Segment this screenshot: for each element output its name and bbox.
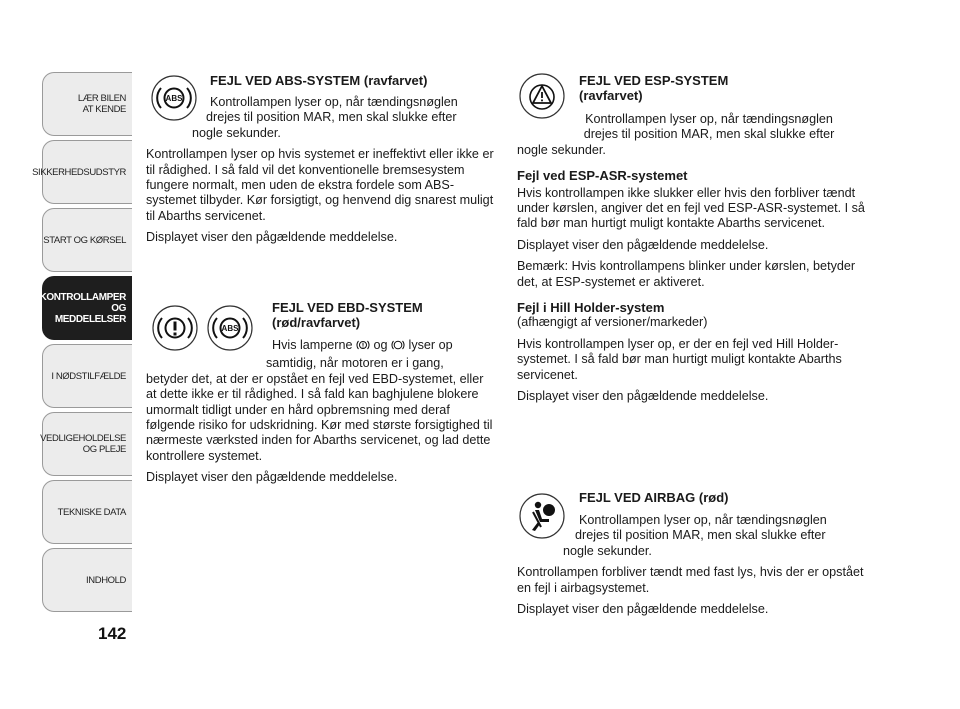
- ebd-intro-text: Hvis lamperne: [272, 338, 353, 352]
- tab-label: OG MEDDELELSER: [54, 302, 126, 325]
- tab-indhold[interactable]: [42, 548, 132, 612]
- ebd-section: [146, 300, 496, 492]
- tab-kontrollamper[interactable]: [39, 276, 132, 340]
- tab-label: INDHOLD: [86, 574, 126, 586]
- tab-label: OG PLEJE: [82, 444, 126, 455]
- ebd-intro-line: samtidig, når motoren er i gang,: [266, 356, 444, 371]
- esp-note: Bemærk: Hvis kontrollampens blinker under kørslen, betyder det, at ESP-systemet er aktiveret.: [517, 259, 856, 289]
- tab-tekniske-data[interactable]: [42, 480, 132, 544]
- tab-label: TEKNISKE DATA: [57, 506, 126, 518]
- airbag-display-note: Displayet viser den pågældende meddelelse.: [517, 602, 769, 617]
- esp-asr-body: Hvis kontrollampen ikke slukker eller hvis den forbliver tændt under kørslen, angiver det en fejl ved ESP-ASR-systemet. I så fald bør man hurtigt muligt kontakte Abarths servicenet.: [517, 185, 865, 231]
- airbag-intro-line: drejes til position MAR, men skal slukke efter: [575, 528, 826, 543]
- esp-intro: [579, 112, 867, 143]
- page-number: 142: [98, 624, 127, 643]
- ebd-heading: FEJL VED EBD-SYSTEM: [272, 300, 423, 315]
- tab-laer-bilen[interactable]: [42, 72, 132, 136]
- abs-section: [146, 73, 494, 252]
- ebd-intro-text: og: [373, 338, 388, 352]
- chapter-sidebar: [32, 72, 132, 616]
- abs-intro-line: drejes til position MAR, men skal slukke efter: [206, 110, 457, 125]
- abs-intro-line: Kontrollampen lyser op, når tændingsnøglen: [210, 95, 458, 109]
- abs-body: Kontrollampen lyser op hvis systemet er ineffektivt eller ikke er til rådighed. I så fald vil det konventionelle bremsesystem fungere normalt, men uden de ekstra fordele som ABS-systemet tilbyder. Kør forsigtigt, og henvend dig snarest muligt til Abarths servicenet.: [146, 147, 494, 223]
- tab-label: SIKKERHEDSUDSTYR: [32, 166, 126, 178]
- ebd-heading-sub: (rød/ravfarvet): [272, 315, 361, 330]
- tab-sikkerhedsudstyr[interactable]: [32, 140, 132, 204]
- ebd-intro: [272, 338, 496, 356]
- airbag-heading: FEJL VED AIRBAG (rød): [579, 490, 729, 505]
- airbag-body: Kontrollampen forbliver tændt med fast lys, hvis der er opstået en fejl i airbagsystemet.: [517, 565, 864, 595]
- ebd-body: betyder det, at der er opstået en fejl ved EBD-systemet, eller at dette ikke er til rådighed. I så fald kan baghjulene blokere umormalt tidligt under en hård opbremsning med deraf følgende risiko for udskridning. Kør med største forsigtighed til nærmeste værksted inden for Abarths servicenet, og lad dette kontrollere systemet.: [146, 371, 493, 463]
- abs-display-note: Displayet viser den pågældende meddelelse.: [146, 230, 398, 245]
- hill-holder-heading: Fejl i Hill Holder-system: [517, 300, 665, 316]
- airbag-intro-line: Kontrollampen lyser op, når tændingsnøglen: [579, 513, 827, 527]
- abs-icon-label: ABS: [165, 94, 183, 103]
- abs-intro: [192, 95, 494, 141]
- abs-intro-line: nogle sekunder.: [192, 125, 281, 140]
- tab-vedligeholdelse[interactable]: [42, 412, 132, 476]
- abs-icon-label: ABS: [221, 324, 239, 333]
- tab-label: I NØDSTILFÆLDE: [51, 370, 126, 382]
- esp-section: [517, 73, 867, 411]
- esp-intro-line: nogle sekunder.: [517, 142, 606, 157]
- esp-intro-line: drejes til position MAR, men skal slukke efter: [583, 127, 835, 142]
- tab-label: AT KENDE: [82, 104, 126, 115]
- tab-label: START OG KØRSEL: [43, 234, 126, 246]
- hill-holder-display-note: Displayet viser den pågældende meddelelse.: [517, 389, 769, 404]
- tab-label: VEDLIGEHOLDELSE: [40, 433, 126, 444]
- hill-holder-body: Hvis kontrollampen lyser op, er der en fejl ved Hill Holder-systemet. I så fald bør man hurtigt muligt kontakte Abarths servicenet.: [517, 336, 842, 382]
- tab-i-nodstilfaelde[interactable]: [42, 344, 132, 408]
- airbag-section: [517, 490, 867, 623]
- tab-label: LÆR BILEN: [77, 93, 126, 104]
- ebd-intro-text: lyser op: [408, 338, 453, 352]
- esp-display-note: Displayet viser den pågældende meddelelse.: [517, 237, 769, 252]
- esp-heading-sub: (ravfarvet): [579, 88, 643, 103]
- tab-start-og-korsel[interactable]: [42, 208, 132, 272]
- ebd-display-note: Displayet viser den pågældende meddelelse.: [146, 470, 398, 485]
- esp-asr-heading: Fejl ved ESP-ASR-systemet: [517, 168, 688, 184]
- esp-heading: FEJL VED ESP-SYSTEM: [579, 73, 729, 88]
- tab-label: KONTROLLAMPER: [39, 291, 126, 303]
- airbag-intro: [563, 513, 867, 559]
- hill-holder-sub: (afhængigt af versioner/markeder): [517, 315, 708, 330]
- airbag-intro-line: nogle sekunder.: [563, 543, 652, 558]
- abs-warning-icon: [391, 338, 405, 356]
- brake-warning-icon: [356, 338, 370, 356]
- esp-intro-line: Kontrollampen lyser op, når tændingsnøglen: [585, 112, 833, 126]
- abs-heading: FEJL VED ABS-SYSTEM (ravfarvet): [210, 73, 428, 88]
